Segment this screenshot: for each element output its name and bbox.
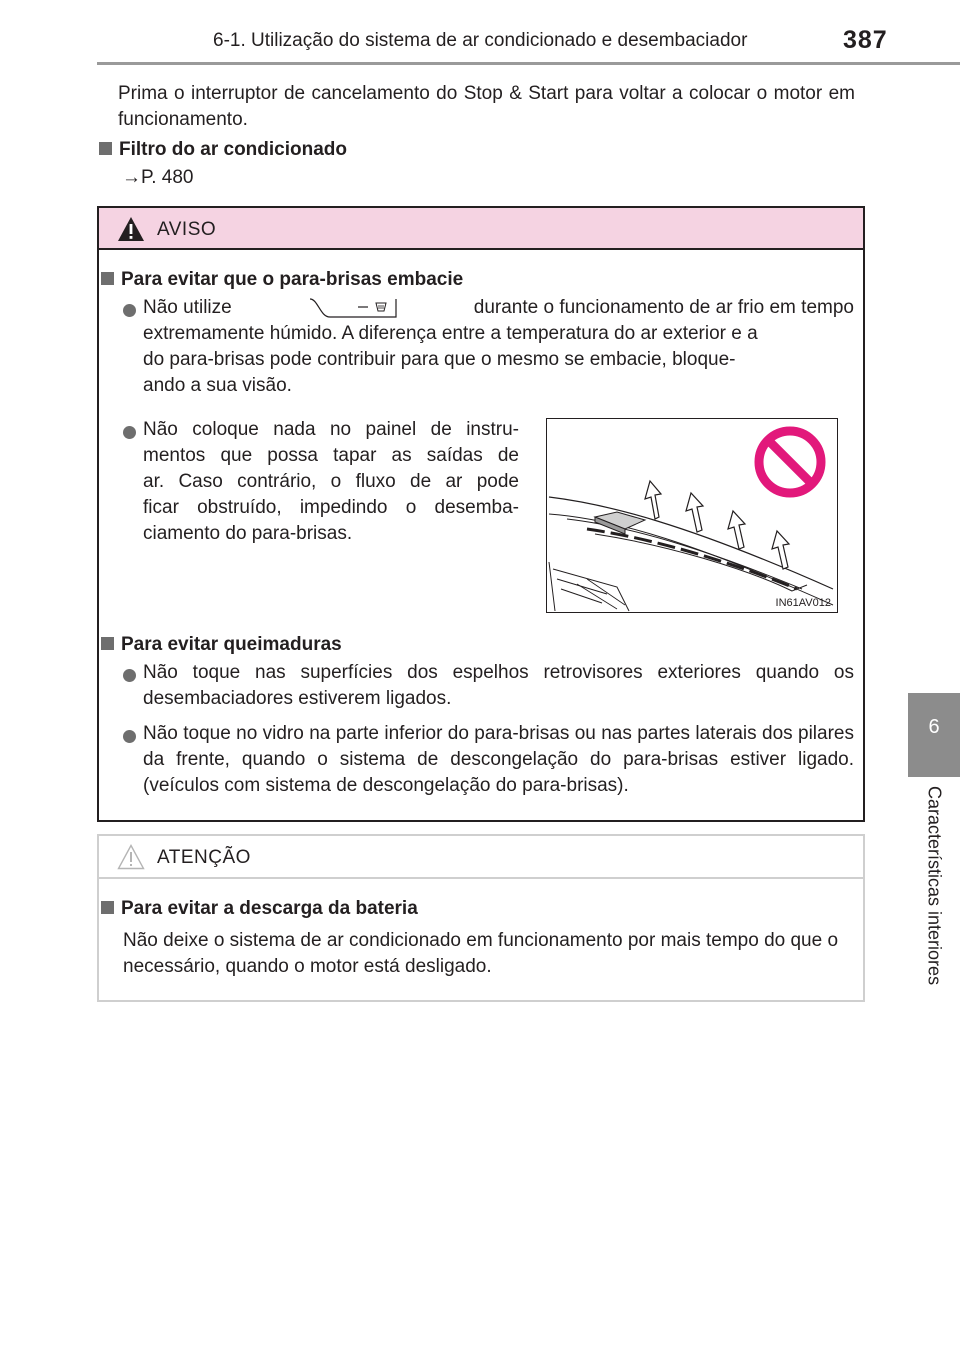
fog-bullet-2 [143, 417, 519, 547]
fog-bullet-2-line3: ar. Caso contrário, o fluxo de ar pode [143, 471, 519, 492]
section-title: 6-1. Utilização do sistema de ar condicionado e desembaciador [213, 30, 748, 51]
dashboard-illustration [546, 418, 838, 613]
arrow-right-icon: → [122, 167, 141, 188]
burns-heading [101, 632, 342, 658]
bullet-icon [123, 730, 136, 743]
fog-bullet-2-line4: ficar obstruído, impedindo o desemba- [143, 497, 519, 518]
caution-label: ATENÇÃO [157, 847, 251, 868]
warning-box-header [99, 208, 863, 250]
battery-text: Não deixe o sistema de ar condicionado em funcionamento por mais tempo do que o necessário, quando o motor está desligado. [123, 930, 839, 977]
filter-heading-text: Filtro do ar condicionado [119, 139, 347, 160]
fog-bullet-1-line2: extremamente húmido. A diferença entre a temperatura do ar exterior e a [143, 323, 758, 344]
defogger-button-icon [308, 297, 398, 319]
chapter-number: 6 [928, 716, 940, 738]
header-rule [97, 62, 960, 65]
bullet-icon [123, 426, 136, 439]
warning-triangle-icon [117, 216, 145, 242]
burns-bullet-2: Não toque no vidro na parte inferior do para-brisas ou nas partes laterais dos pilares da frente, quando o sistema de descongelação do para-brisas estiver ligado. (veículos com sistema de descongelação do para-brisas). [143, 723, 854, 796]
caution-box [97, 834, 865, 1002]
dashboard-vents-drawing [547, 419, 837, 612]
fog-heading-text: Para evitar que o para-brisas embacie [121, 269, 464, 290]
burns-heading-text: Para evitar queimaduras [121, 634, 342, 655]
bullet-icon [123, 304, 136, 317]
illustration-code: IN61AV012 [775, 597, 831, 609]
battery-heading-text: Para evitar a descarga da bateria [121, 898, 418, 919]
fog-heading [101, 267, 463, 293]
fog-bullet-1-prefix: Não utilize [143, 297, 232, 318]
fog-bullet-2-line2: mentos que possa tapar as saídas de [143, 445, 519, 466]
caution-box-header [99, 836, 863, 879]
fog-bullet-1-line4: ando a sua visão. [143, 375, 292, 396]
intro-paragraph: Prima o interruptor de cancelamento do Stop & Start para voltar a colocar o motor em funcionamento. [118, 83, 855, 130]
square-bullet-icon [101, 637, 114, 650]
chapter-title-vertical [912, 786, 956, 1026]
chapter-title: Características interiores [924, 786, 945, 986]
page-reference-text: P. 480 [141, 167, 194, 188]
square-bullet-icon [99, 142, 112, 155]
fog-bullet-2-line1: Não coloque nada no painel de instru- [143, 419, 519, 440]
battery-heading [101, 896, 418, 922]
square-bullet-icon [101, 272, 114, 285]
fog-bullet-1-line1-text: durante o funcionamento de ar frio em tempo [473, 297, 854, 318]
fog-bullet-1-line1 [143, 295, 854, 321]
burns-bullet-1: Não toque nas superfícies dos espelhos retrovisores exteriores quando os desembaciadores estiverem ligados. [143, 662, 854, 709]
bullet-icon [123, 669, 136, 682]
caution-triangle-icon [117, 844, 145, 870]
square-bullet-icon [101, 901, 114, 914]
fog-bullet-1-line3: do para-brisas pode contribuir para que o mesmo se embacie, bloque- [143, 349, 736, 370]
warning-label: AVISO [157, 219, 217, 240]
fog-bullet-1 [143, 295, 854, 399]
warning-box [97, 206, 865, 822]
page-number: 387 [843, 26, 888, 54]
filter-heading [99, 137, 347, 163]
fog-bullet-2-line5: ciamento do para-brisas. [143, 523, 353, 544]
page-reference[interactable] [122, 165, 193, 191]
